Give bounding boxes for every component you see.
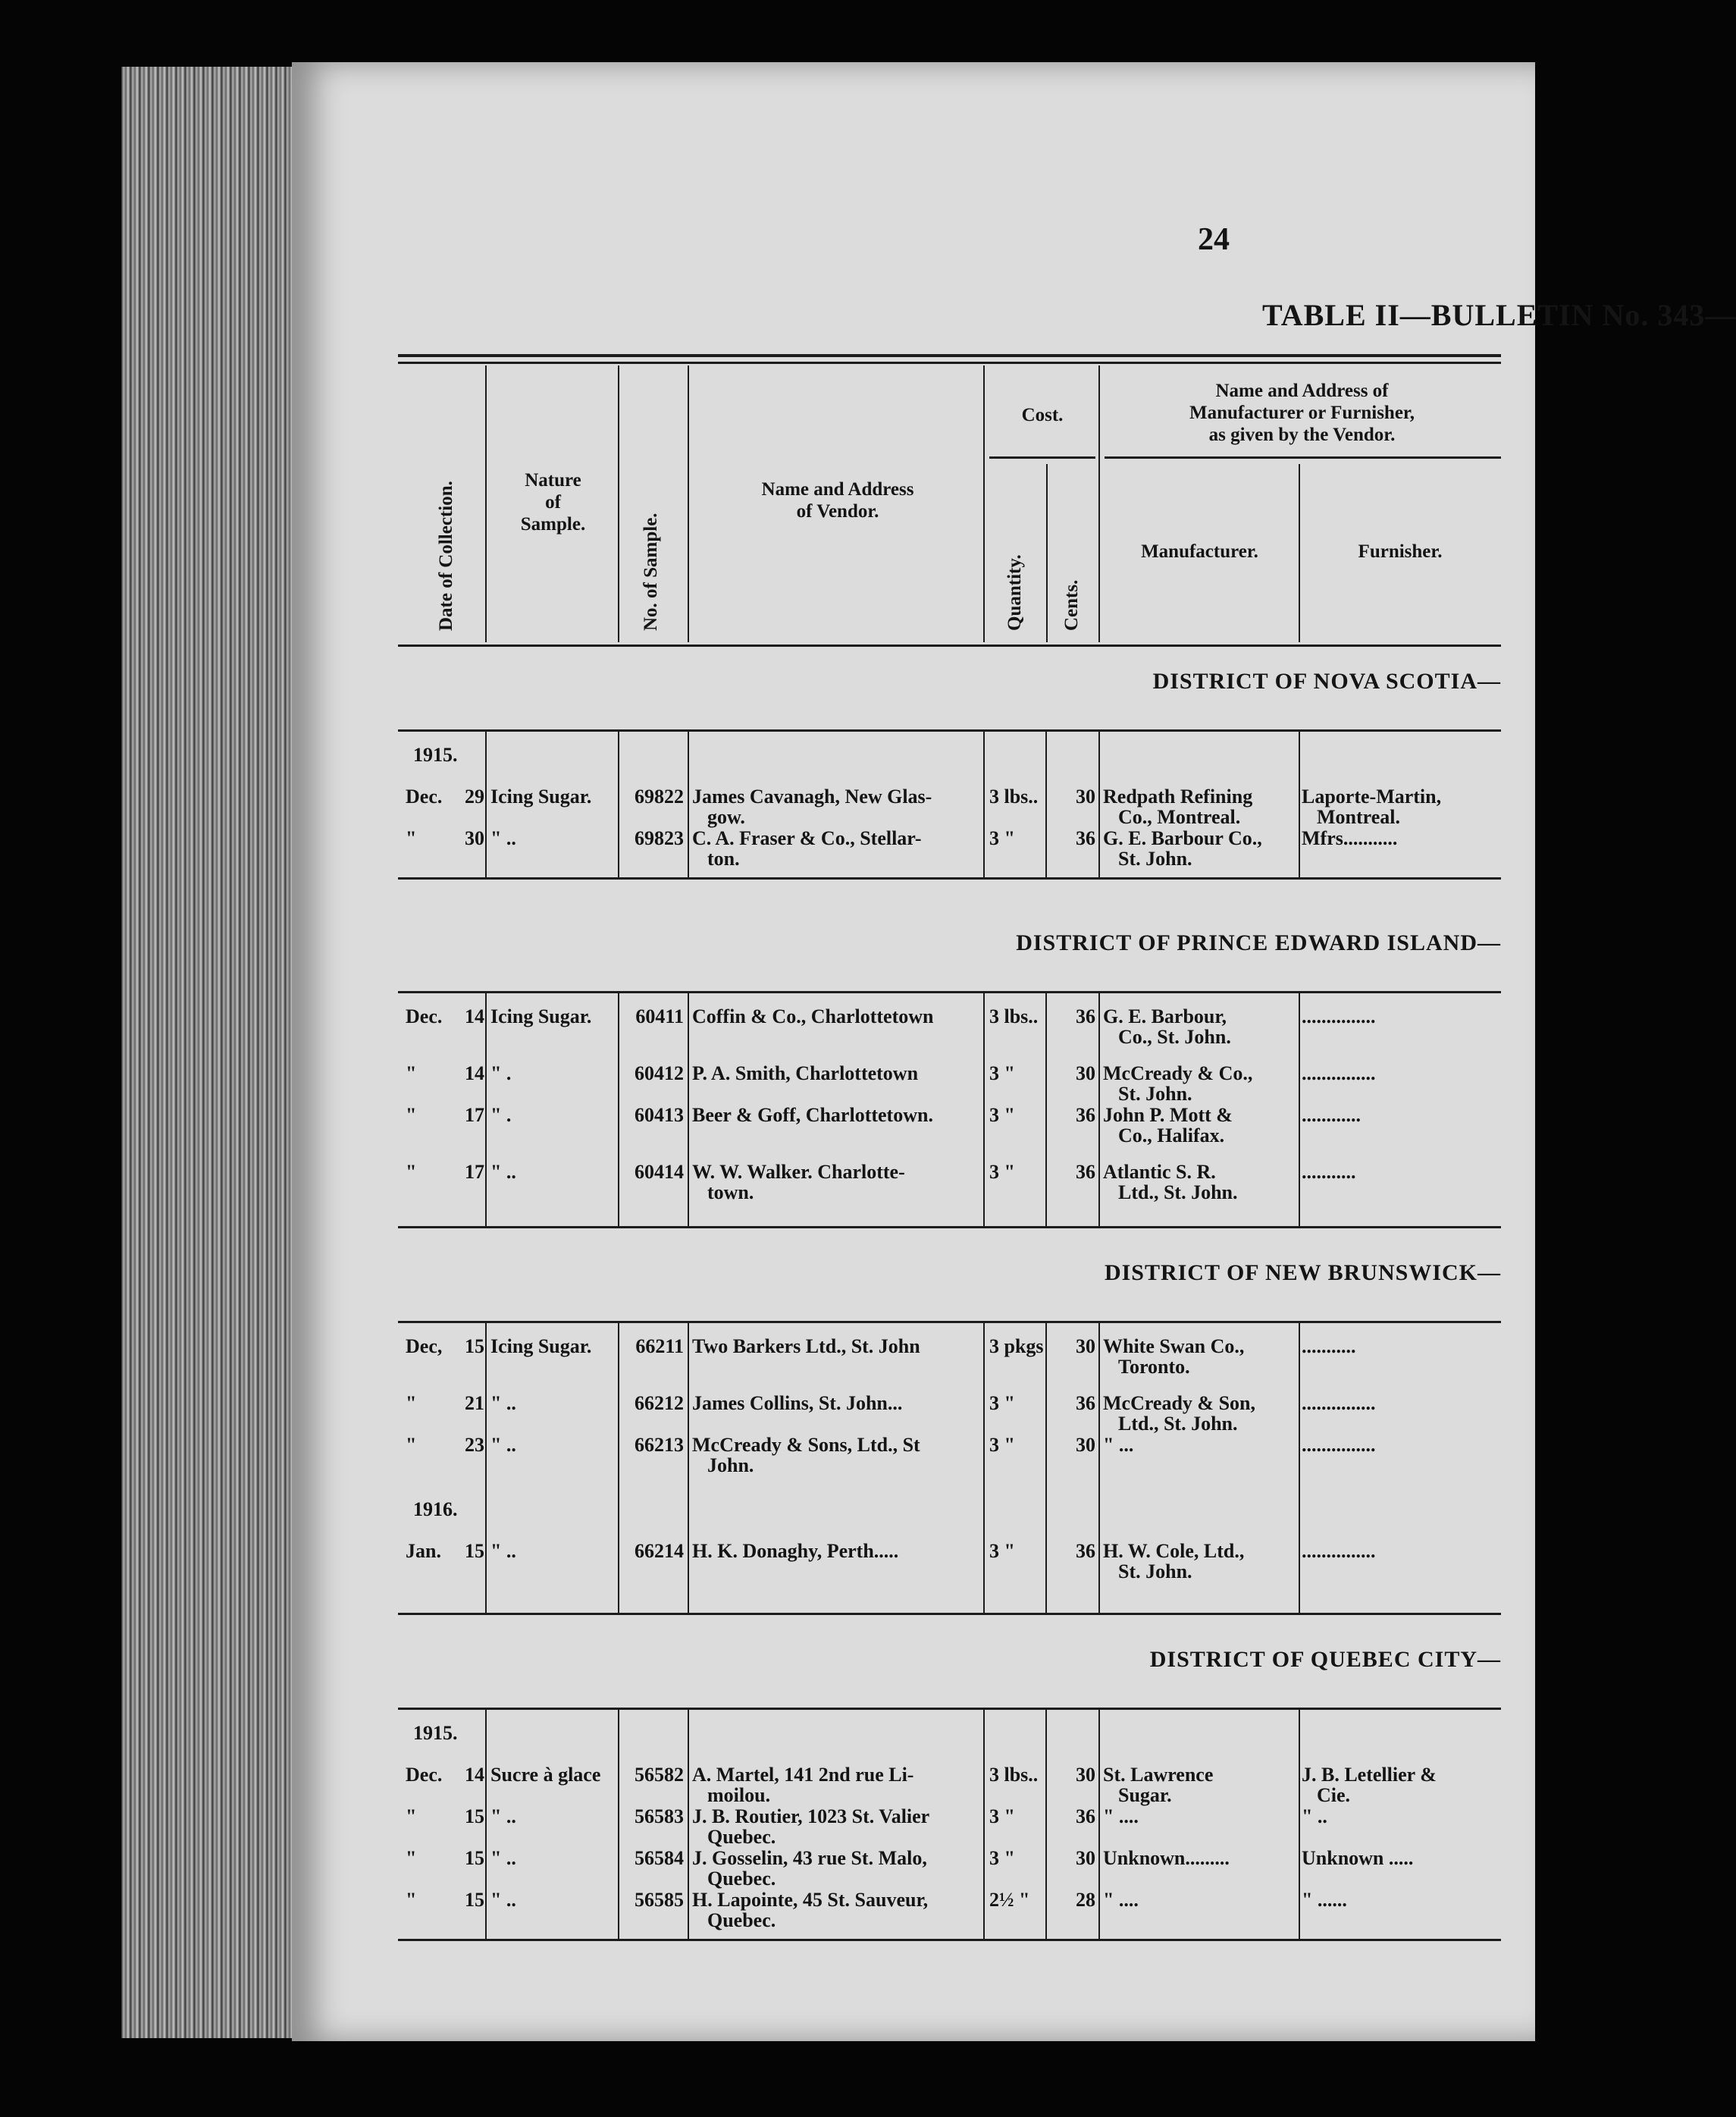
quantity: 3 " [989, 827, 1015, 849]
manufacturer-cont: Ltd., St. John. [1118, 1413, 1238, 1435]
column-divider [1299, 993, 1300, 1226]
furnisher: ........... [1302, 1161, 1356, 1183]
furnisher: " .. [1302, 1805, 1327, 1827]
sample-number: 56585 [635, 1889, 684, 1911]
column-divider [485, 1322, 487, 1613]
quantity: 3 " [989, 1847, 1015, 1869]
sample-nature: " .. [490, 827, 516, 849]
vendor-name-cont: Quebec. [707, 1868, 776, 1890]
manufacturer: John P. Mott & [1103, 1104, 1233, 1126]
vendor-name: H. Lapointe, 45 St. Sauveur, [692, 1889, 929, 1911]
collection-month: " [406, 1392, 417, 1414]
quantity: 2½ " [989, 1889, 1030, 1911]
collection-day: 14 [465, 1764, 484, 1786]
manufacturer-cont: Toronto. [1118, 1356, 1190, 1378]
header-cost: Cost. [1021, 405, 1064, 425]
sample-number: 66211 [635, 1335, 684, 1357]
manufacturer-cont: St. John. [1118, 1083, 1192, 1105]
furnisher: Mfrs........... [1302, 827, 1398, 849]
quantity: 3 " [989, 1062, 1015, 1084]
sample-nature: " .. [490, 1392, 516, 1414]
sample-number: 69822 [635, 786, 684, 808]
collection-day: 29 [465, 786, 484, 808]
column-divider [618, 731, 619, 877]
manufacturer: " .... [1103, 1889, 1139, 1911]
sample-nature: " .. [490, 1847, 516, 1869]
manufacturer-cont: Co., Halifax. [1118, 1124, 1225, 1146]
collection-month: " [406, 1434, 417, 1456]
vendor-name-cont: John. [707, 1454, 754, 1476]
sample-nature: " .. [490, 1161, 516, 1183]
sample-nature: Sucre à glace [490, 1764, 601, 1786]
furnisher: " ...... [1302, 1889, 1347, 1911]
manufacturer-cont: Co., St. John. [1118, 1026, 1231, 1048]
column-divider [618, 993, 619, 1226]
vendor-name: H. K. Donaghy, Perth..... [692, 1540, 899, 1562]
sample-nature: " .. [490, 1540, 516, 1562]
furnisher: ............... [1302, 1540, 1376, 1562]
year-label: 1916. [413, 1498, 458, 1520]
quantity: 3 " [989, 1805, 1015, 1827]
furnisher: J. B. Letellier & [1302, 1764, 1437, 1786]
sample-number: 60411 [635, 1005, 684, 1027]
manufacturer: G. E. Barbour, [1103, 1005, 1227, 1027]
furnisher: ............ [1302, 1104, 1361, 1126]
collection-month: Dec. [406, 1005, 443, 1027]
column-divider [983, 1709, 985, 1939]
collection-month: Dec. [406, 786, 443, 808]
sample-nature: " .. [490, 1805, 516, 1827]
sample-nature: Icing Sugar. [490, 1005, 592, 1027]
manufacturer: Atlantic S. R. [1103, 1161, 1216, 1183]
manufacturer-underline [1105, 456, 1501, 459]
column-divider [1098, 1709, 1100, 1939]
collection-month: Dec, [406, 1335, 443, 1357]
cents: 36 [1076, 1805, 1095, 1827]
cents: 36 [1076, 827, 1095, 849]
manufacturer-cont: Co., Montreal. [1118, 806, 1241, 828]
collection-day: 17 [465, 1104, 484, 1126]
sample-nature: " . [490, 1062, 512, 1084]
column-divider [485, 1709, 487, 1939]
collection-month: " [406, 1805, 417, 1827]
quantity: 3 lbs.. [989, 1764, 1039, 1786]
page-number: 24 [1198, 222, 1230, 257]
vendor-name-cont: Quebec. [707, 1909, 776, 1931]
cents: 30 [1076, 1434, 1095, 1456]
column-divider [485, 731, 487, 877]
header-quantity: Quantity. [1004, 554, 1025, 631]
vendor-name: Coffin & Co., Charlottetown [692, 1005, 934, 1027]
header-top-rule-2 [398, 362, 1501, 364]
cents: 36 [1076, 1540, 1095, 1562]
manufacturer-cont: Sugar. [1118, 1784, 1172, 1806]
header-manufacturer-furnisher: Name and Address of Manufacturer or Furnisher, as given by the Vendor. [1189, 381, 1415, 445]
manufacturer-cont: St. John. [1118, 1560, 1192, 1582]
vendor-name: P. A. Smith, Charlottetown [692, 1062, 919, 1084]
vendor-name: C. A. Fraser & Co., Stellar- [692, 827, 922, 849]
quantity: 3 " [989, 1540, 1015, 1562]
sample-number: 69823 [635, 827, 684, 849]
quantity: 3 pkgs [989, 1335, 1044, 1357]
vendor-name: James Cavanagh, New Glas- [692, 786, 932, 808]
quantity: 3 " [989, 1392, 1015, 1414]
sample-number: 60413 [635, 1104, 684, 1126]
section-bottom-rule [398, 877, 1501, 880]
cents: 30 [1076, 1335, 1095, 1357]
collection-day: 15 [465, 1889, 484, 1911]
collection-day: 14 [465, 1062, 484, 1084]
district-rule [398, 1321, 1501, 1323]
sample-nature: " . [490, 1104, 512, 1126]
vendor-name-cont: gow. [707, 806, 745, 828]
collection-day: 15 [465, 1335, 484, 1357]
column-divider [1299, 731, 1300, 877]
header-divider [485, 365, 487, 642]
vendor-name-cont: moilou. [707, 1784, 771, 1806]
collection-day: 23 [465, 1434, 484, 1456]
collection-month: " [406, 1847, 417, 1869]
vendor-name: McCready & Sons, Ltd., St [692, 1434, 920, 1456]
cents: 28 [1076, 1889, 1095, 1911]
header-cents: Cents. [1061, 579, 1082, 631]
furnisher-cont: Montreal. [1317, 806, 1400, 828]
quantity: 3 " [989, 1161, 1015, 1183]
header-divider [983, 365, 985, 642]
column-divider [618, 1709, 619, 1939]
vendor-name: J. Gosselin, 43 rue St. Malo, [692, 1847, 927, 1869]
vendor-name: A. Martel, 141 2nd rue Li- [692, 1764, 914, 1786]
quantity: 3 lbs.. [989, 1005, 1039, 1027]
collection-day: 30 [465, 827, 484, 849]
column-divider [1045, 731, 1047, 877]
manufacturer: Unknown......... [1103, 1847, 1230, 1869]
year-label: 1915. [413, 744, 458, 766]
manufacturer: " ... [1103, 1434, 1134, 1456]
manufacturer: G. E. Barbour Co., [1103, 827, 1262, 849]
collection-month: " [406, 1062, 417, 1084]
furnisher: ............... [1302, 1392, 1376, 1414]
manufacturer: Redpath Refining [1103, 786, 1253, 808]
header-date-of-collection: Date of Collection. [436, 481, 456, 631]
collection-month: " [406, 1104, 417, 1126]
cents: 30 [1076, 786, 1095, 808]
header-divider [1046, 464, 1048, 642]
column-divider [1045, 1709, 1047, 1939]
furnisher-cont: Cie. [1317, 1784, 1351, 1806]
sample-nature: Icing Sugar. [490, 786, 592, 808]
manufacturer: " .... [1103, 1805, 1139, 1827]
sample-nature: " .. [490, 1889, 516, 1911]
vendor-name-cont: Quebec. [707, 1826, 776, 1848]
header-nature-of-sample: Nature of Sample. [520, 470, 586, 535]
sample-number: 56583 [635, 1805, 684, 1827]
vendor-name-cont: town. [707, 1181, 754, 1203]
cents: 36 [1076, 1392, 1095, 1414]
collection-month: Jan. [406, 1540, 441, 1562]
sample-number: 56582 [635, 1764, 684, 1786]
column-divider [688, 1322, 689, 1613]
manufacturer: H. W. Cole, Ltd., [1103, 1540, 1245, 1562]
column-divider [688, 1709, 689, 1939]
sample-nature: Icing Sugar. [490, 1335, 592, 1357]
sample-number: 66213 [635, 1434, 684, 1456]
column-divider [618, 1322, 619, 1613]
manufacturer: White Swan Co., [1103, 1335, 1245, 1357]
collection-month: " [406, 827, 417, 849]
district-heading: DISTRICT OF QUEBEC CITY— [1149, 1647, 1501, 1672]
collection-day: 17 [465, 1161, 484, 1183]
column-divider [688, 731, 689, 877]
cents: 36 [1076, 1161, 1095, 1183]
column-divider [1045, 993, 1047, 1226]
header-top-rule [398, 354, 1501, 357]
column-divider [1098, 1322, 1100, 1613]
year-label: 1915. [413, 1722, 458, 1744]
vendor-name-cont: ton. [707, 848, 740, 870]
quantity: 3 lbs.. [989, 786, 1039, 808]
header-furnisher: Furnisher. [1358, 541, 1443, 562]
vendor-name: Beer & Goff, Charlottetown. [692, 1104, 933, 1126]
header-divider [1299, 464, 1300, 642]
manufacturer-cont: Ltd., St. John. [1118, 1181, 1238, 1203]
district-rule [398, 1708, 1501, 1710]
table-title: TABLE II—BULLETIN No. 343— [1262, 298, 1736, 332]
cents: 36 [1076, 1104, 1095, 1126]
vendor-name: J. B. Routier, 1023 St. Valier [692, 1805, 930, 1827]
section-bottom-rule [398, 1226, 1501, 1228]
manufacturer: McCready & Co., [1103, 1062, 1253, 1084]
sample-number: 66212 [635, 1392, 684, 1414]
cents: 30 [1076, 1764, 1095, 1786]
column-divider [983, 993, 985, 1226]
column-divider [688, 993, 689, 1226]
collection-day: 14 [465, 1005, 484, 1027]
furnisher: ........... [1302, 1335, 1356, 1357]
sample-number: 60414 [635, 1161, 684, 1183]
column-divider [485, 993, 487, 1226]
collection-month: " [406, 1889, 417, 1911]
header-divider [688, 365, 689, 642]
vendor-name: Two Barkers Ltd., St. John [692, 1335, 920, 1357]
section-bottom-rule [398, 1939, 1501, 1941]
collection-day: 15 [465, 1540, 484, 1562]
sample-nature: " .. [490, 1434, 516, 1456]
furnisher: Unknown ..... [1302, 1847, 1414, 1869]
quantity: 3 " [989, 1104, 1015, 1126]
furnisher: ............... [1302, 1005, 1376, 1027]
book-spine-edge [121, 67, 303, 2038]
district-rule [398, 991, 1501, 993]
sample-number: 66214 [635, 1540, 684, 1562]
district-heading: DISTRICT OF NEW BRUNSWICK— [1104, 1260, 1501, 1285]
collection-month: " [406, 1161, 417, 1183]
column-divider [983, 1322, 985, 1613]
section-bottom-rule [398, 1613, 1501, 1615]
manufacturer: McCready & Son, [1103, 1392, 1256, 1414]
column-divider [1098, 731, 1100, 877]
cents: 30 [1076, 1847, 1095, 1869]
manufacturer-cont: St. John. [1118, 848, 1192, 870]
cents: 30 [1076, 1062, 1095, 1084]
header-manufacturer: Manufacturer. [1141, 541, 1258, 562]
document-page [292, 62, 1736, 2041]
furnisher: Laporte-Martin, [1302, 786, 1442, 808]
header-bottom-rule [398, 645, 1501, 647]
cents: 36 [1076, 1005, 1095, 1027]
furnisher: ............... [1302, 1434, 1376, 1456]
collection-day: 15 [465, 1805, 484, 1827]
quantity: 3 " [989, 1434, 1015, 1456]
header-divider [618, 365, 619, 642]
column-divider [1299, 1322, 1300, 1613]
sample-number: 56584 [635, 1847, 684, 1869]
furnisher: ............... [1302, 1062, 1376, 1084]
collection-day: 15 [465, 1847, 484, 1869]
column-divider [1299, 1709, 1300, 1939]
vendor-name: W. W. Walker. Charlotte- [692, 1161, 905, 1183]
district-heading: DISTRICT OF NOVA SCOTIA— [1152, 669, 1501, 694]
header-no-of-sample: No. of Sample. [641, 513, 661, 631]
header-vendor: Name and Address of Vendor. [761, 479, 914, 522]
collection-month: Dec. [406, 1764, 443, 1786]
district-rule [398, 729, 1501, 732]
column-divider [1045, 1322, 1047, 1613]
district-heading: DISTRICT OF PRINCE EDWARD ISLAND— [1016, 930, 1501, 955]
column-divider [983, 731, 985, 877]
vendor-name: James Collins, St. John... [692, 1392, 903, 1414]
cost-underline [989, 456, 1095, 459]
manufacturer: St. Lawrence [1103, 1764, 1214, 1786]
collection-day: 21 [465, 1392, 484, 1414]
sample-number: 60412 [635, 1062, 684, 1084]
column-divider [1098, 993, 1100, 1226]
